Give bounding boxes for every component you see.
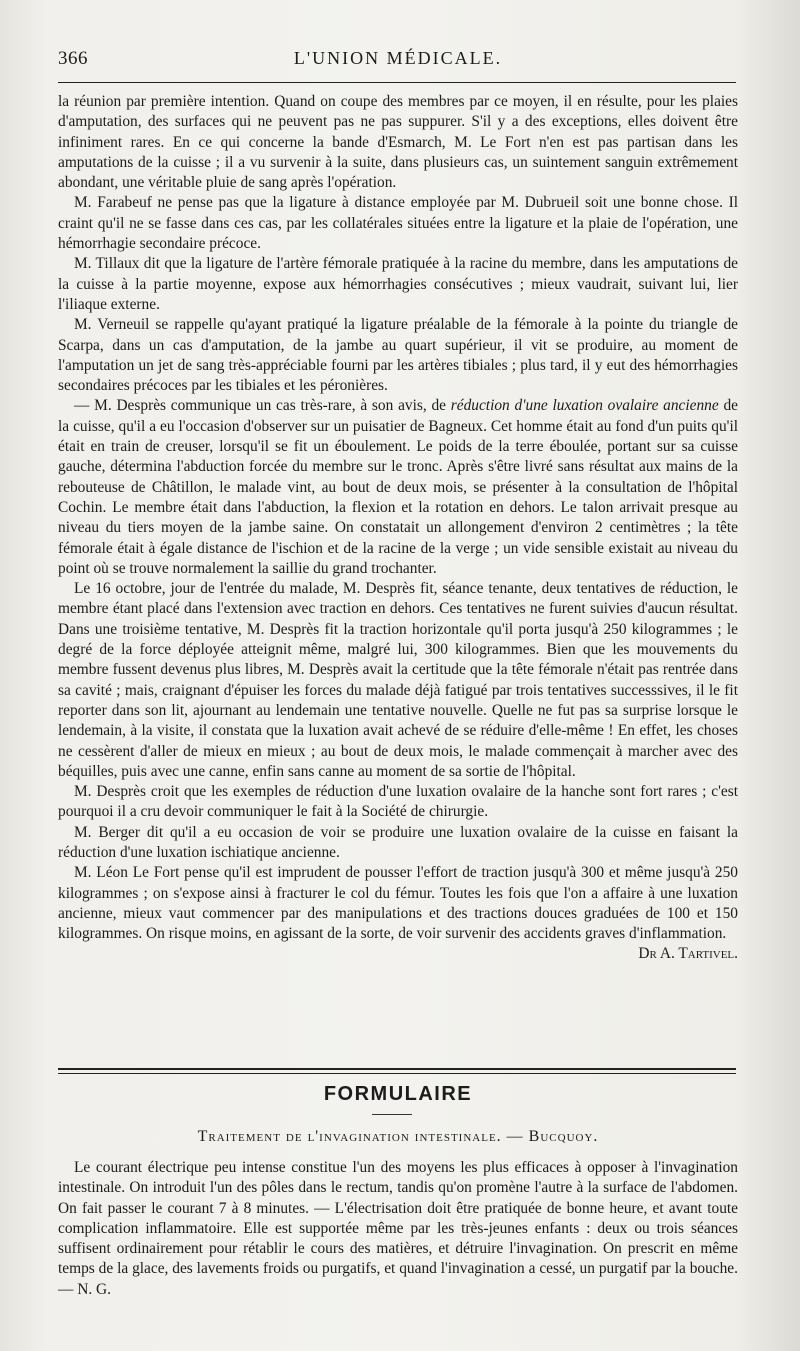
section-rule [58,1068,736,1070]
italic-term: réduction d'une luxation ovalaire ancienne [450,397,719,415]
text-run: — M. Desprès communique un cas très-rare, à son avis, de [74,397,451,415]
paragraph: la réunion par première intention. Quand on coupe des membres par ce moyen, il en résulte, pour les plaies d'amputation, des surfaces qui ne peuvent pas ne pas suppurer. S'il y a des exceptions, elles doivent être infiniment rares. En ce qui concerne la bande d'Esmarch, M. Le Fort n'en est pas partisan dans les amputations de la cuisse ; il a vu survenir à la suite, dans plusieurs cas, un suintement sanguin extrêmement abondant, une véritable pluie de sang après l'opération. [58,93,738,192]
paragraph: Le courant électrique peu intense constitue l'un des moyens les plus efficaces à opposer à l'invagination intestinale. On introduit l'un des pôles dans le rectum, tandis qu'on promène l'autre à la surface de l'abdomen. On fait passer le courant 7 à 8 minutes. — L'électrisation doit être pratiquée de bonne heure, et avant toute complication inflammatoire. Elle est supportée même par les très-jeunes enfants : deux ou trois séances suffisent ordinairement pour rétablir le cours des matières, et détruire l'invagination. On prescrit en même temps de la glace, des lavements froids ou purgatifs, et quand l'invagination a cessé, un purgatif par la bouche. — N. G. [58,1159,738,1298]
paragraph: Le 16 octobre, jour de l'entrée du malade, M. Desprès fit, séance tenante, deux tentatives de réduction, le membre étant placé dans l'extension avec traction en dehors. Ces tentatives ne furent suivies d'aucun résultat. Dans une troisième tentative, M. Desprès fit la traction horizontale qu'il porta jusqu'à 250 kilogrammes ; le degré de la force déployée atteignit même, malgré lui, 300 kilogrammes. Bien que les mouvements du membre fussent devenus plus libres, M. Desprès avait la certitude que la tête fémorale n'était pas rentrée dans sa cavité ; mais, craignant d'épuiser les forces du malade déjà fatigué par trois tentatives successsives, il le fit reporter dans son lit, ajournant au lendemain une tentative nouvelle. Quelle ne fut pas sa surprise lorsque le lendemain, à la visite, il constata que la luxation avait achevé de se réduire d'elle-même ! En effet, les choses ne cessèrent d'aller de mieux en mieux ; au bout de deux mois, le malade commençait à marcher avec des béquilles, puis avec une canne, enfin sans canne au moment de sa sortie de l'hôpital. [58,580,738,780]
running-head [58,48,738,74]
paragraph: M. Verneuil se rappelle qu'ayant pratiqué la ligature préalable de la fémorale à la pointe du triangle de Scarpa, dans un cas d'amputation, de la jambe au quart supérieur, il vit se produire, au moment de l'amputation un jet de sang très-appréciable fourni par les artères tibiales ; plus tard, il y eut des hémorrhagies secondaires précoces par les tibiales et les péronières. [58,316,738,395]
section-subtitle: Traitement de l'invagination intestinale. — Bucquoy. [197,1128,599,1145]
title-rule [372,1114,412,1115]
formulaire-body [58,1158,738,1300]
page-number: 366 [58,48,88,69]
section-rule [58,1073,736,1074]
header-rule [58,82,736,83]
paragraph: M. Farabeuf ne pense pas que la ligature à distance employée par M. Dubrueil soit une bonne chose. Il craint qu'il ne se fasse dans ces cas, par les collatérales situées entre la ligature et la plaie de l'opération, une hémorrhagie secondaire précoce. [58,194,738,253]
section-title: FORMULAIRE [323,1083,473,1105]
paragraph [58,863,738,963]
paragraph: M. Tillaux dit que la ligature de l'artère fémorale pratiquée à la racine du membre, dans les amputations de la cuisse à la partie moyenne, expose aux hémorrhagies consécutives ; mieux vaudrait, suivant lui, lier l'iliaque externe. [58,255,738,313]
paragraph [58,396,738,579]
text-run: de la cuisse, qu'il a eu l'occasion d'observer sur un puisatier de Bagneux. Cet homme était au fond d'un puits qu'il était en train de creuser, lorsqu'il se fit un éboulement. Le poids de la terre éboulée, portant sur sa cuisse gauche, détermina l'abduction forcée du membre sur le tronc. Après s'être livré sans résultat aux mains de la rebouteuse de Châtillon, le malade vint, au bout de deux mois, se présenter à la consultation de l'hôpital Cochin. Le membre était dans l'abduction, la flexion et la rotation en dehors. Le talon arrivait presque au niveau du tiers moyen de la jambe saine. On constatait un allongement d'environ 2 centimètres ; la tête fémorale était à égale distance de l'ischion et de la racine de la verge ; un vide sensible existait au niveau du point où se trouve normalement la saillie du grand trochanter. [58,397,739,577]
journal-title: L'UNION MÉDICALE. [293,48,503,68]
text-run: M. Léon Le Fort pense qu'il est imprudent de pousser l'effort de traction jusqu'à 300 et même jusqu'à 250 kilogrammes ; on s'expose ainsi à fracturer le col du fémur. Toutes les fois que l'on a affaire à une luxation ancienne, mieux vaut commencer par des manipulations et des tractions douces graduées de 100 et 150 kilogrammes. On risque moins, en agissant de la sorte, de voir survenir des accidents graves d'inflammation. [58,864,738,943]
paragraph: M. Desprès croit que les exemples de réduction d'une luxation ovalaire de la hanche sont fort rares ; c'est pourquoi il a cru devoir communiquer le fait à la Société de chirurgie. [58,783,738,821]
paragraph: M. Berger dit qu'il a eu occasion de voir se produire une luxation ovalaire de la cuisse en faisant la réduction d'une luxation ischiatique ancienne. [58,823,738,861]
article-body [58,92,738,965]
author-signature: Dr A. Tartivel. [638,945,738,963]
